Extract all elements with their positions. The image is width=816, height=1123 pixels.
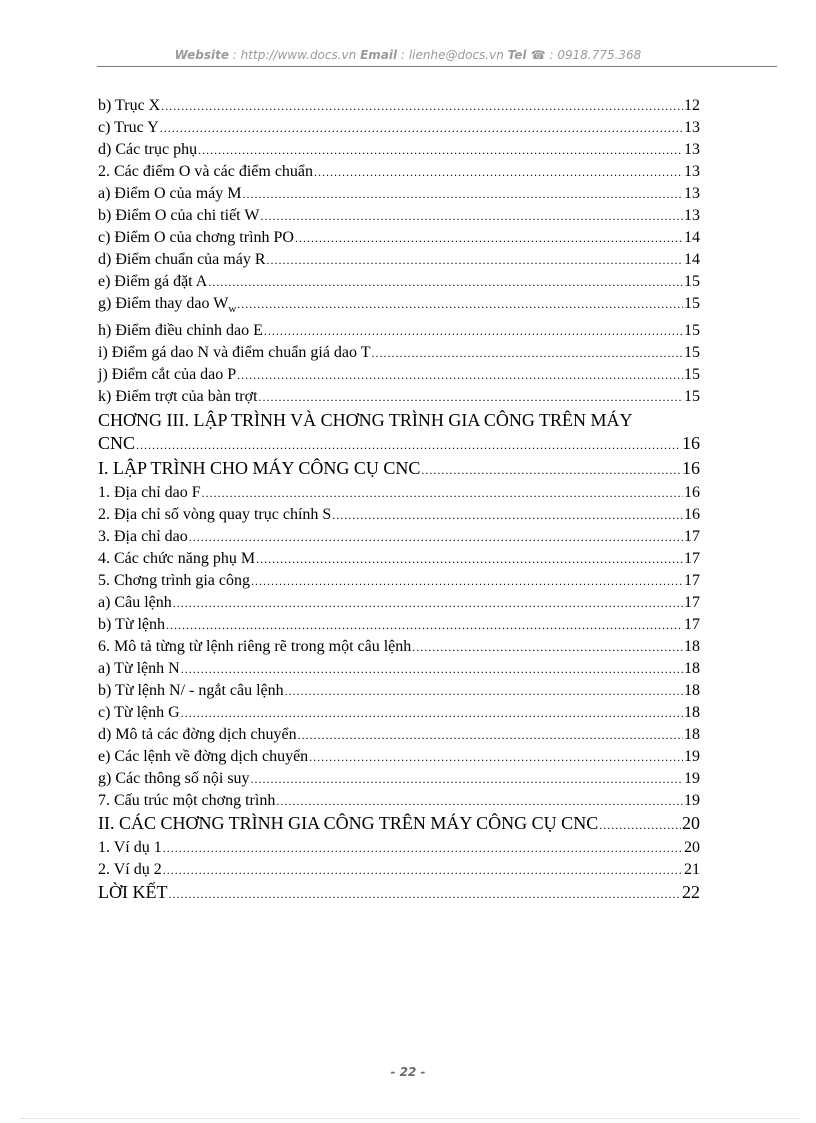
page-header <box>0 48 816 62</box>
toc-entry-page: 20 <box>684 839 700 857</box>
toc-entry-title: 1. Địa chỉ dao F <box>98 484 201 502</box>
toc-entry <box>98 881 700 906</box>
toc-entry-page: 19 <box>684 770 700 788</box>
toc-entry-title: 1. Ví dụ 1 <box>98 839 162 857</box>
toc-entry-page: 16 <box>682 458 700 479</box>
toc-leader-dots <box>599 814 681 837</box>
toc-leader-dots <box>267 249 684 271</box>
toc-entry-page: 15 <box>684 295 700 312</box>
toc-entry-subscript: w <box>228 303 237 316</box>
tel-number: : 0918.775.368 <box>549 48 642 62</box>
toc-entry <box>98 614 700 636</box>
toc-entry-title: I. LẬP TRÌNH CHO MÁY CÔNG CỤ CNC <box>98 458 421 479</box>
toc-entry-page: 12 <box>684 97 700 114</box>
toc-entry <box>98 161 700 183</box>
toc-entry <box>98 746 700 768</box>
toc-leader-dots <box>421 459 681 482</box>
toc-entry <box>98 837 700 859</box>
toc-entry-title: a) Điểm O của máy M <box>98 185 242 202</box>
toc-entry-page: 17 <box>684 572 700 590</box>
toc-entry-title: 6. Mô tả từng từ lệnh riêng rẽ trong một câu lệnh <box>98 638 412 656</box>
toc-entry-title: b) Từ lệnh N/ - ngắt câu lệnh <box>98 682 284 700</box>
toc-entry-page: 17 <box>684 594 700 612</box>
toc-entry-title: b) Điểm O của chi tiết W <box>98 207 260 224</box>
toc-entry <box>98 432 700 457</box>
toc-leader-dots <box>309 746 683 768</box>
toc-entry <box>98 526 700 548</box>
toc-entry <box>98 117 700 139</box>
toc-leader-dots <box>314 161 683 183</box>
toc-entry-title: CNC <box>98 433 136 454</box>
email-address: : lienhe@docs.vn <box>400 48 504 62</box>
toc-entry-title: 7. Cấu trúc một chơng trình <box>98 792 276 810</box>
website-label: Website <box>174 48 229 62</box>
toc-entry-page: 13 <box>684 141 700 158</box>
toc-entry-title: 2. Ví dụ 2 <box>98 861 162 879</box>
toc-entry-page: 13 <box>684 207 700 224</box>
toc-entry <box>98 364 700 386</box>
toc-entry-title: LỜI KẾT <box>98 882 168 903</box>
toc-entry-page: 18 <box>684 682 700 700</box>
toc-entry-page: 15 <box>684 273 700 290</box>
email-label: Email <box>360 48 398 62</box>
toc-leader-dots <box>163 837 683 859</box>
toc-entry-title: d) Điểm chuẩn của máy R <box>98 251 266 268</box>
toc-entry <box>98 592 700 614</box>
toc-leader-dots <box>298 724 683 746</box>
toc-entry <box>98 249 700 271</box>
toc-entry <box>98 636 700 658</box>
toc-entry-title: 3. Địa chỉ dao <box>98 528 188 546</box>
toc-entry-page: 21 <box>684 861 700 879</box>
toc-entry-title: 5. Chơng trình gia công <box>98 572 250 590</box>
toc-leader-dots <box>168 883 681 906</box>
toc-entry <box>98 386 700 408</box>
chapter-heading-line1: CHƠNG III. LẬP TRÌNH VÀ CHƠNG TRÌNH GIA CÔNG TRÊN MÁY <box>98 410 633 431</box>
toc-leader-dots <box>412 636 683 658</box>
toc-leader-dots <box>285 680 683 702</box>
toc-leader-dots <box>166 614 683 636</box>
toc-entry-page: 19 <box>684 748 700 766</box>
toc-entry <box>98 724 700 746</box>
toc-entry-page: 15 <box>684 322 700 340</box>
toc-leader-dots <box>251 570 683 592</box>
toc-entry-page: 14 <box>684 251 700 268</box>
toc-entry-title: c) Truc Y <box>98 119 159 136</box>
toc-entry <box>98 548 700 570</box>
toc-leader-dots <box>372 342 683 364</box>
toc-entry <box>98 95 700 117</box>
toc-entry <box>98 680 700 702</box>
toc-entry-page: 16 <box>682 433 700 454</box>
page-number: - 22 - <box>390 1065 426 1079</box>
toc-entry <box>98 768 700 790</box>
toc-entry-title: d) Các trục phụ <box>98 141 198 158</box>
toc-entry <box>98 859 700 881</box>
bottom-border <box>20 1118 800 1119</box>
toc-entry-title: k) Điểm trợt của bàn trợt <box>98 388 258 406</box>
toc-leader-dots <box>173 592 683 614</box>
toc-entry-page: 15 <box>684 344 700 362</box>
header-rule <box>97 66 777 67</box>
toc-entry-title: a) Câu lệnh <box>98 594 172 612</box>
toc-entry-page: 13 <box>684 119 700 136</box>
toc-entry-page: 17 <box>684 616 700 634</box>
toc-entry-page: 18 <box>684 660 700 678</box>
toc-entry-title: i) Điểm gá dao N và điểm chuẩn giá dao T <box>98 344 371 362</box>
toc-entry-title: c) Điểm O của chơng trình PO <box>98 229 294 246</box>
toc-entry-title: e) Điểm gá đặt A <box>98 273 208 290</box>
toc-entry-page: 14 <box>684 229 700 246</box>
toc-leader-dots <box>237 364 683 386</box>
toc-entry <box>98 504 700 526</box>
toc-entry-page: 13 <box>684 185 700 202</box>
toc-leader-dots <box>259 386 683 408</box>
toc-entry-page: 19 <box>684 792 700 810</box>
toc-entry-page: 17 <box>684 550 700 568</box>
toc-leader-dots <box>237 293 683 315</box>
toc-entry-title: b) Từ lệnh <box>98 616 166 634</box>
toc-entry-page: 13 <box>684 163 700 180</box>
toc-entry-title: h) Điểm điều chỉnh dao E <box>98 322 263 340</box>
tel-label: Tel ☎ <box>507 48 546 62</box>
toc-entry-title: g) Các thông số nội suy <box>98 770 250 788</box>
toc-leader-dots <box>161 95 683 117</box>
toc-entry <box>98 320 700 342</box>
toc-entry <box>98 457 700 482</box>
toc-entry-title: 2. Địa chỉ số vòng quay trục chính S <box>98 506 332 524</box>
toc-entry <box>98 790 700 812</box>
toc-entry-page: 17 <box>684 528 700 546</box>
toc-entry <box>98 139 700 161</box>
toc-entry-title: e) Các lệnh về đờng dịch chuyển <box>98 748 309 766</box>
toc-entry <box>98 702 700 724</box>
toc-entry-title: 4. Các chức năng phụ M <box>98 550 256 568</box>
toc-leader-dots <box>202 482 683 504</box>
toc-entry <box>98 658 700 680</box>
toc-entry-page: 18 <box>684 704 700 722</box>
toc-entry-title: 2. Các điểm O và các điểm chuẩn <box>98 163 314 180</box>
toc-entry-title: g) Điểm thay dao $W_w$ <box>98 295 237 316</box>
toc-entry-page: 16 <box>684 484 700 502</box>
toc-leader-dots <box>198 139 683 161</box>
toc-entry-title: c) Từ lệnh G <box>98 704 180 722</box>
toc-entry-title: II. CÁC CHƠNG TRÌNH GIA CÔNG TRÊN MÁY CÔNG CỤ CNC <box>98 813 599 834</box>
toc-leader-dots <box>208 271 683 293</box>
toc-entry-page: 22 <box>682 882 700 903</box>
toc-entry <box>98 342 700 364</box>
toc-leader-dots <box>189 526 683 548</box>
toc-entry-page: 18 <box>684 726 700 744</box>
toc-entry-page: 15 <box>684 388 700 406</box>
toc-leader-dots <box>260 205 683 227</box>
toc-entry <box>98 227 700 249</box>
toc-leader-dots <box>181 702 683 724</box>
toc-leader-dots <box>136 434 681 457</box>
toc-entry <box>98 205 700 227</box>
toc-entry <box>98 812 700 837</box>
toc-leader-dots <box>160 117 683 139</box>
website-url: : http://www.docs.vn <box>232 48 357 62</box>
toc-leader-dots <box>295 227 683 249</box>
toc-leader-dots <box>163 859 683 881</box>
toc-leader-dots <box>256 548 683 570</box>
toc-leader-dots <box>276 790 683 812</box>
toc-entry <box>98 482 700 504</box>
toc-leader-dots <box>251 768 683 790</box>
toc-entry <box>98 570 700 592</box>
toc-entry-title: d) Mô tả các đờng dịch chuyển <box>98 726 297 744</box>
toc-entry-page: 15 <box>684 366 700 384</box>
toc-entry-title: b) Trục X <box>98 97 161 114</box>
toc-entry-title: j) Điểm cắt của dao P <box>98 366 237 384</box>
toc-entry <box>98 271 700 293</box>
toc-entry-page: 20 <box>682 813 700 834</box>
toc-entry <box>98 293 700 320</box>
toc-leader-dots <box>181 658 683 680</box>
toc-entry-page: 18 <box>684 638 700 656</box>
toc-leader-dots <box>332 504 683 526</box>
toc-leader-dots <box>264 320 683 342</box>
toc-entry-page: 16 <box>684 506 700 524</box>
toc-leader-dots <box>243 183 683 205</box>
table-of-contents <box>98 95 700 906</box>
toc-entry-title: a) Từ lệnh N <box>98 660 180 678</box>
toc-entry <box>98 183 700 205</box>
